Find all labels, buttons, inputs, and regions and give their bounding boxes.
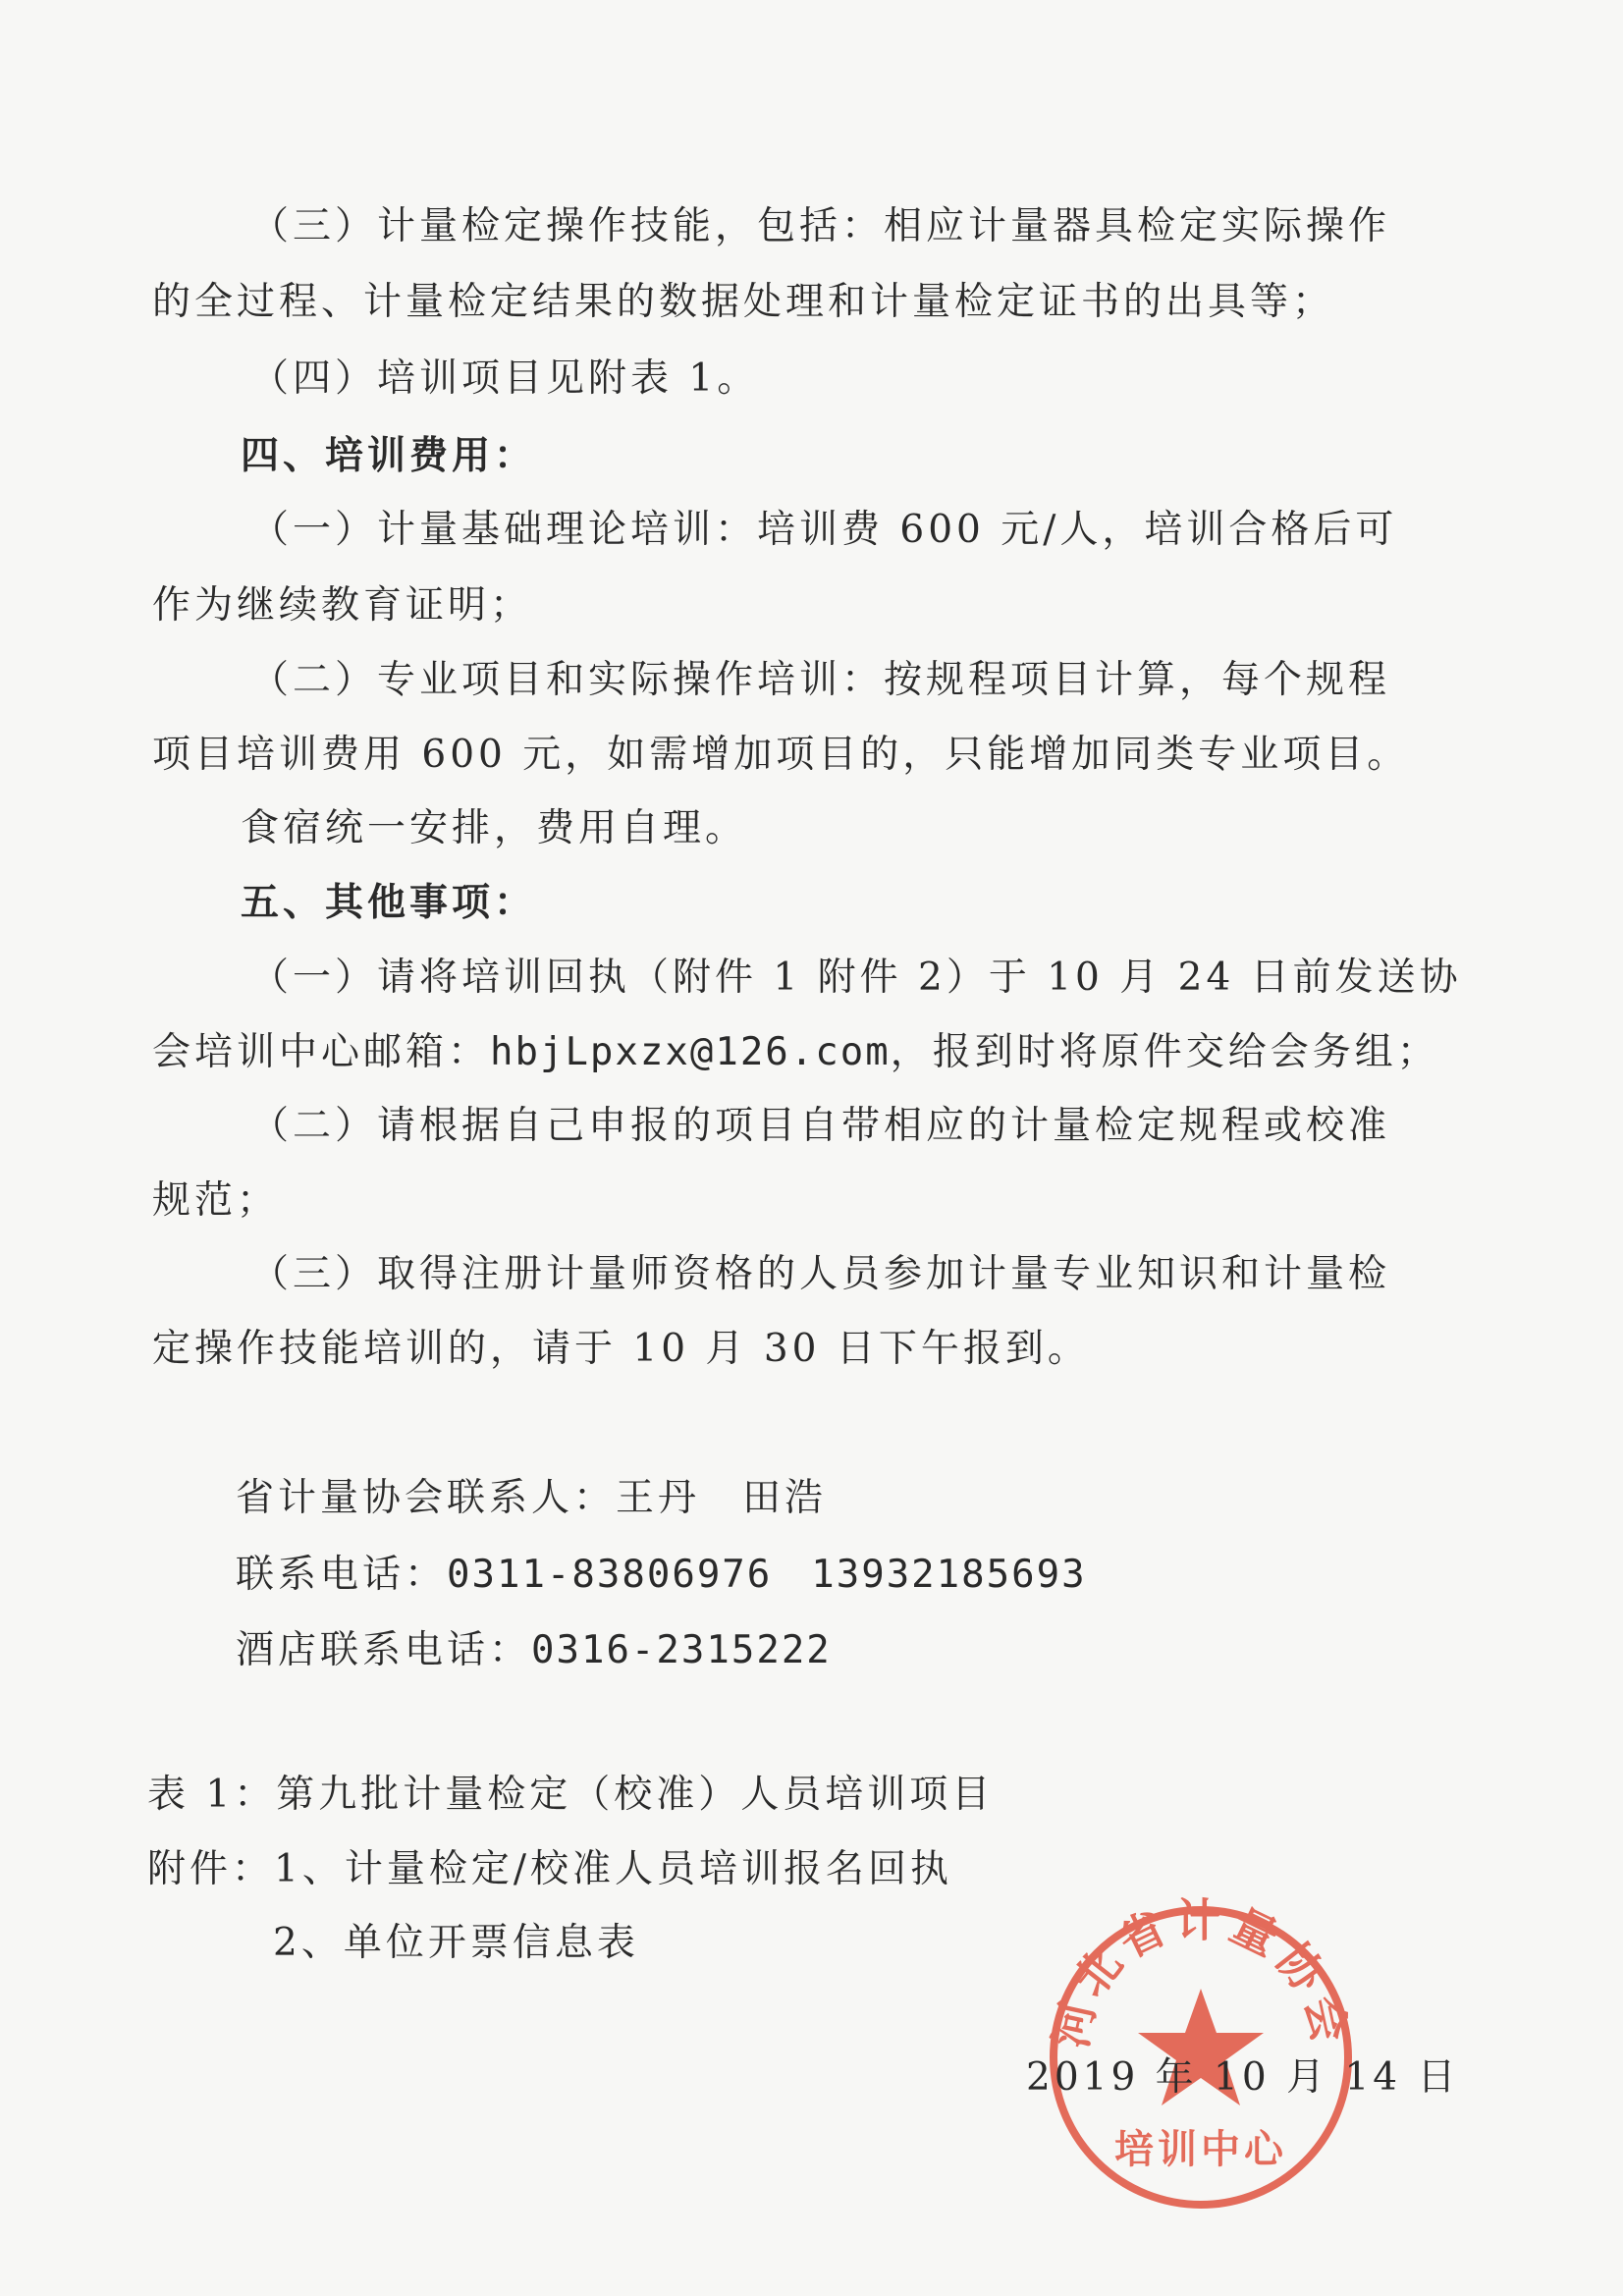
- phone-1: 0311-83806976: [447, 1553, 773, 1597]
- hotel-phone-label: 酒店联系电话：: [236, 1628, 532, 1672]
- phone-2: 13932185693: [811, 1553, 1087, 1597]
- section-heading-4: 四、培训费用：: [241, 433, 537, 478]
- paragraph-4: （四）培训项目见附表 1。: [250, 356, 760, 401]
- hotel-phone: 0316-2315222: [531, 1628, 832, 1672]
- hotel-phone-line: [236, 1625, 832, 1676]
- contact-phones: [236, 1550, 1087, 1601]
- table-reference: 表 1：第九批计量检定（校准）人员培训项目: [147, 1773, 995, 1817]
- email-address: hbjLpxzx@126.com: [490, 1030, 891, 1074]
- other-paragraph-2-line-1: （二）请根据自己申报的项目自带相应的计量检定规程或校准: [250, 1104, 1391, 1148]
- paragraph-3-line-1: （三）计量检定操作技能，包括：相应计量器具检定实际操作: [250, 204, 1391, 248]
- contact-persons: 省计量协会联系人：王丹 田浩: [236, 1476, 828, 1520]
- email-suffix: ，报到时将原件交给会务组；: [890, 1030, 1439, 1074]
- fee-paragraph-1-line-1: （一）计量基础理论培训：培训费 600 元/人，培训合格后可: [250, 508, 1398, 552]
- other-paragraph-3-line-2: 定操作技能培训的，请于 10 月 30 日下午报到。: [152, 1327, 1090, 1371]
- section-heading-5: 五、其他事项：: [241, 880, 537, 925]
- other-paragraph-1-line-1: （一）请将培训回执（附件 1 附件 2）于 10 月 24 日前发送协: [250, 956, 1462, 1000]
- paragraph-3-line-2: 的全过程、计量检定结果的数据处理和计量检定证书的出具等；: [152, 280, 1335, 324]
- document-date: 2019 年 10 月 14 日: [1026, 2055, 1460, 2100]
- fee-paragraph-1-line-2: 作为继续教育证明；: [152, 583, 533, 628]
- fee-paragraph-3: 食宿统一安排，费用自理。: [241, 806, 748, 850]
- phone-label: 联系电话：: [236, 1553, 448, 1597]
- attachment-2: 2、单位开票信息表: [273, 1921, 639, 1965]
- email-label: 会培训中心邮箱：: [152, 1030, 491, 1074]
- seal-outer-text: 河北省计量协会: [1044, 1895, 1358, 2052]
- fee-paragraph-2-line-1: （二）专业项目和实际操作培训：按规程项目计算，每个规程: [250, 658, 1391, 702]
- other-paragraph-3-line-1: （三）取得注册计量师资格的人员参加计量专业知识和计量检: [250, 1252, 1391, 1296]
- attachment-1: 附件：1、计量检定/校准人员培训报名回执: [147, 1847, 952, 1891]
- seal-inner-text: 培训中心: [1114, 2127, 1287, 2172]
- fee-paragraph-2-line-2: 项目培训费用 600 元，如需增加项目的，只能增加同类专业项目。: [152, 733, 1410, 777]
- other-paragraph-1-line-2: [152, 1027, 1439, 1078]
- other-paragraph-2-line-2: 规范；: [152, 1178, 280, 1223]
